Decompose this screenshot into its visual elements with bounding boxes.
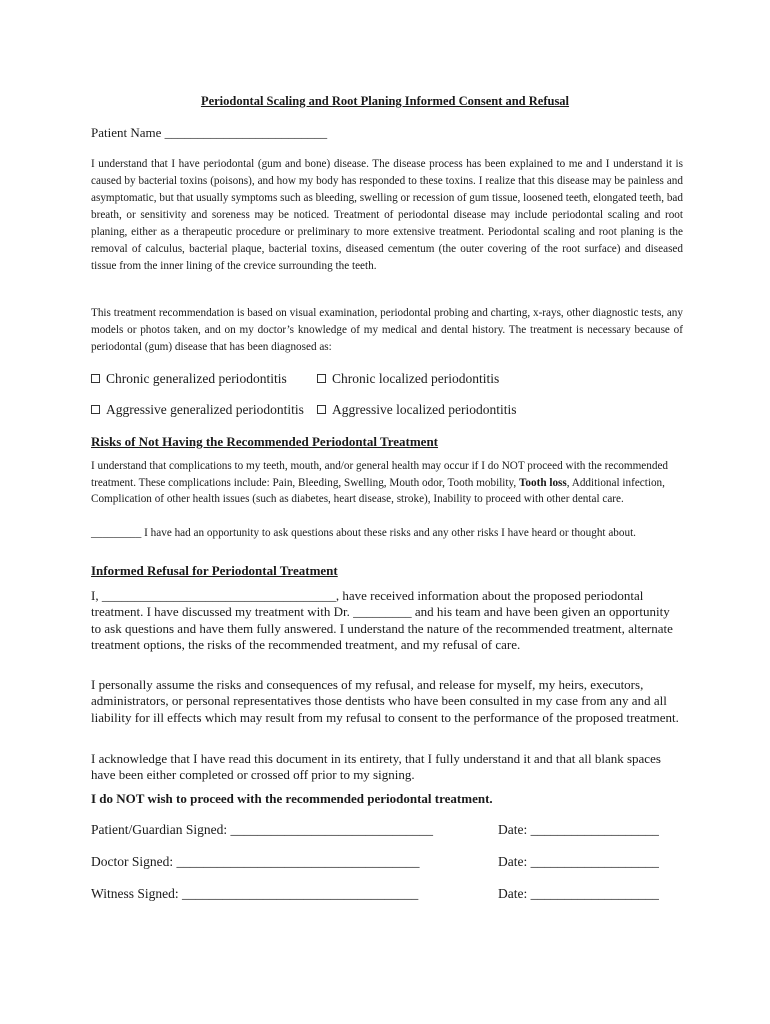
refusal-paragraph-3: I acknowledge that I have read this document in its entirety, that I fully understand it and that all blank spaces have been either completed or crossed off prior to my signing. xyxy=(91,751,661,783)
refusal-paragraph-2: I personally assume the risks and consequences of my refusal, and release for myself, my heirs, executors, administrators, or personal representatives those dentists who have been consulted in my case from any and all liability for ill effects which may result from my refusal to consent to the performance of the proposed treatment. xyxy=(91,677,679,725)
disease-explanation-paragraph: I understand that I have periodontal (gum and bone) disease. The disease process has been explained to me and I understand it is caused by bacterial toxins (poisons), and how my body has responded to these toxins. I realize that this disease may be painless and asymptomatic, but that usually symptoms such as bleeding, swelling or recession of gum tissue, loosened teeth, elongated teeth, bad breath, or sensitivity and soreness may be noticed. Treatment of periodontal disease may include periodontal scaling and root planing, either as a therapeutic procedure or preliminary to more extensive treatment. Periodontal scaling and root planing is the removal of calculus, bacterial plaque, bacterial toxins, diseased cementum (the outer covering of the root surface) and diseased tissue from the inner lining of the crevice surrounding the teeth. xyxy=(91,158,683,272)
risks-text-bold: Tooth loss xyxy=(518,476,567,489)
checkbox-icon[interactable] xyxy=(317,374,326,383)
doctor-signature-line[interactable]: Doctor Signed: ____________________________________ xyxy=(91,854,420,869)
do-not-proceed-statement: I do NOT wish to proceed with the recommended periodontal treatment. xyxy=(91,791,493,806)
document-title: Periodontal Scaling and Root Planing Informed Consent and Refusal xyxy=(200,94,570,108)
refusal-paragraph-1: I, ____________________________________, have received information about the proposed periodontal treatment. I have discussed my treatment with Dr. _________ and his team and have been given an opportunity to ask questions and have them fully answered. I understand the nature of the recommended treatment, alternate treatment options, the risks of the recommended treatment, and my refusal of care. xyxy=(91,588,673,652)
treatment-recommendation-paragraph: This treatment recommendation is based on visual examination, periodontal probing and charting, x-rays, other diagnostic tests, any models or photos taken, and on my doctor’s knowledge of my medical and dental history. The treatment is necessary because of periodontal (gum) disease that has been diagnosed as: xyxy=(91,307,683,353)
patient-date-line[interactable]: Date: ___________________ xyxy=(498,822,659,837)
option-chronic-generalized[interactable] xyxy=(91,371,287,387)
risks-paragraph xyxy=(91,458,683,508)
option-label: Aggressive generalized periodontitis xyxy=(106,402,304,417)
witness-signature-line[interactable]: Witness Signed: ___________________________________ xyxy=(91,886,419,901)
risks-acknowledgement: _________ I have had an opportunity to ask questions about these risks and any other risks I have heard or thought about. xyxy=(91,527,636,539)
checkbox-icon[interactable] xyxy=(91,405,100,414)
option-label: Chronic generalized periodontitis xyxy=(106,371,287,386)
option-aggressive-generalized[interactable] xyxy=(91,402,304,418)
refusal-heading: Informed Refusal for Periodontal Treatment xyxy=(91,563,338,578)
patient-signature-line[interactable]: Patient/Guardian Signed: ______________________________ xyxy=(91,822,433,837)
patient-name-field[interactable]: Patient Name _________________________ xyxy=(91,125,328,140)
option-label: Chronic localized periodontitis xyxy=(332,371,500,386)
risks-text-a: I understand that complications to my teeth, mouth, and/or general health may occur if I do NOT proceed with the recommended treatment. These complications include: Pain, Bleeding, Swelling, Mouth odor, Tooth mobility, xyxy=(91,460,669,489)
option-label: Aggressive localized periodontitis xyxy=(332,402,517,417)
checkbox-icon[interactable] xyxy=(317,405,326,414)
witness-date-line[interactable]: Date: ___________________ xyxy=(498,886,659,901)
option-aggressive-localized[interactable] xyxy=(317,402,516,418)
risks-heading: Risks of Not Having the Recommended Periodontal Treatment xyxy=(91,434,439,449)
checkbox-icon[interactable] xyxy=(91,374,100,383)
doctor-date-line[interactable]: Date: ___________________ xyxy=(498,854,659,869)
risks-text-b: , Additional infection, Complication of other health issues (such as diabetes, heart disease, stroke), Inability to proceed with other dental care. xyxy=(91,476,665,505)
option-chronic-localized[interactable] xyxy=(317,371,499,387)
